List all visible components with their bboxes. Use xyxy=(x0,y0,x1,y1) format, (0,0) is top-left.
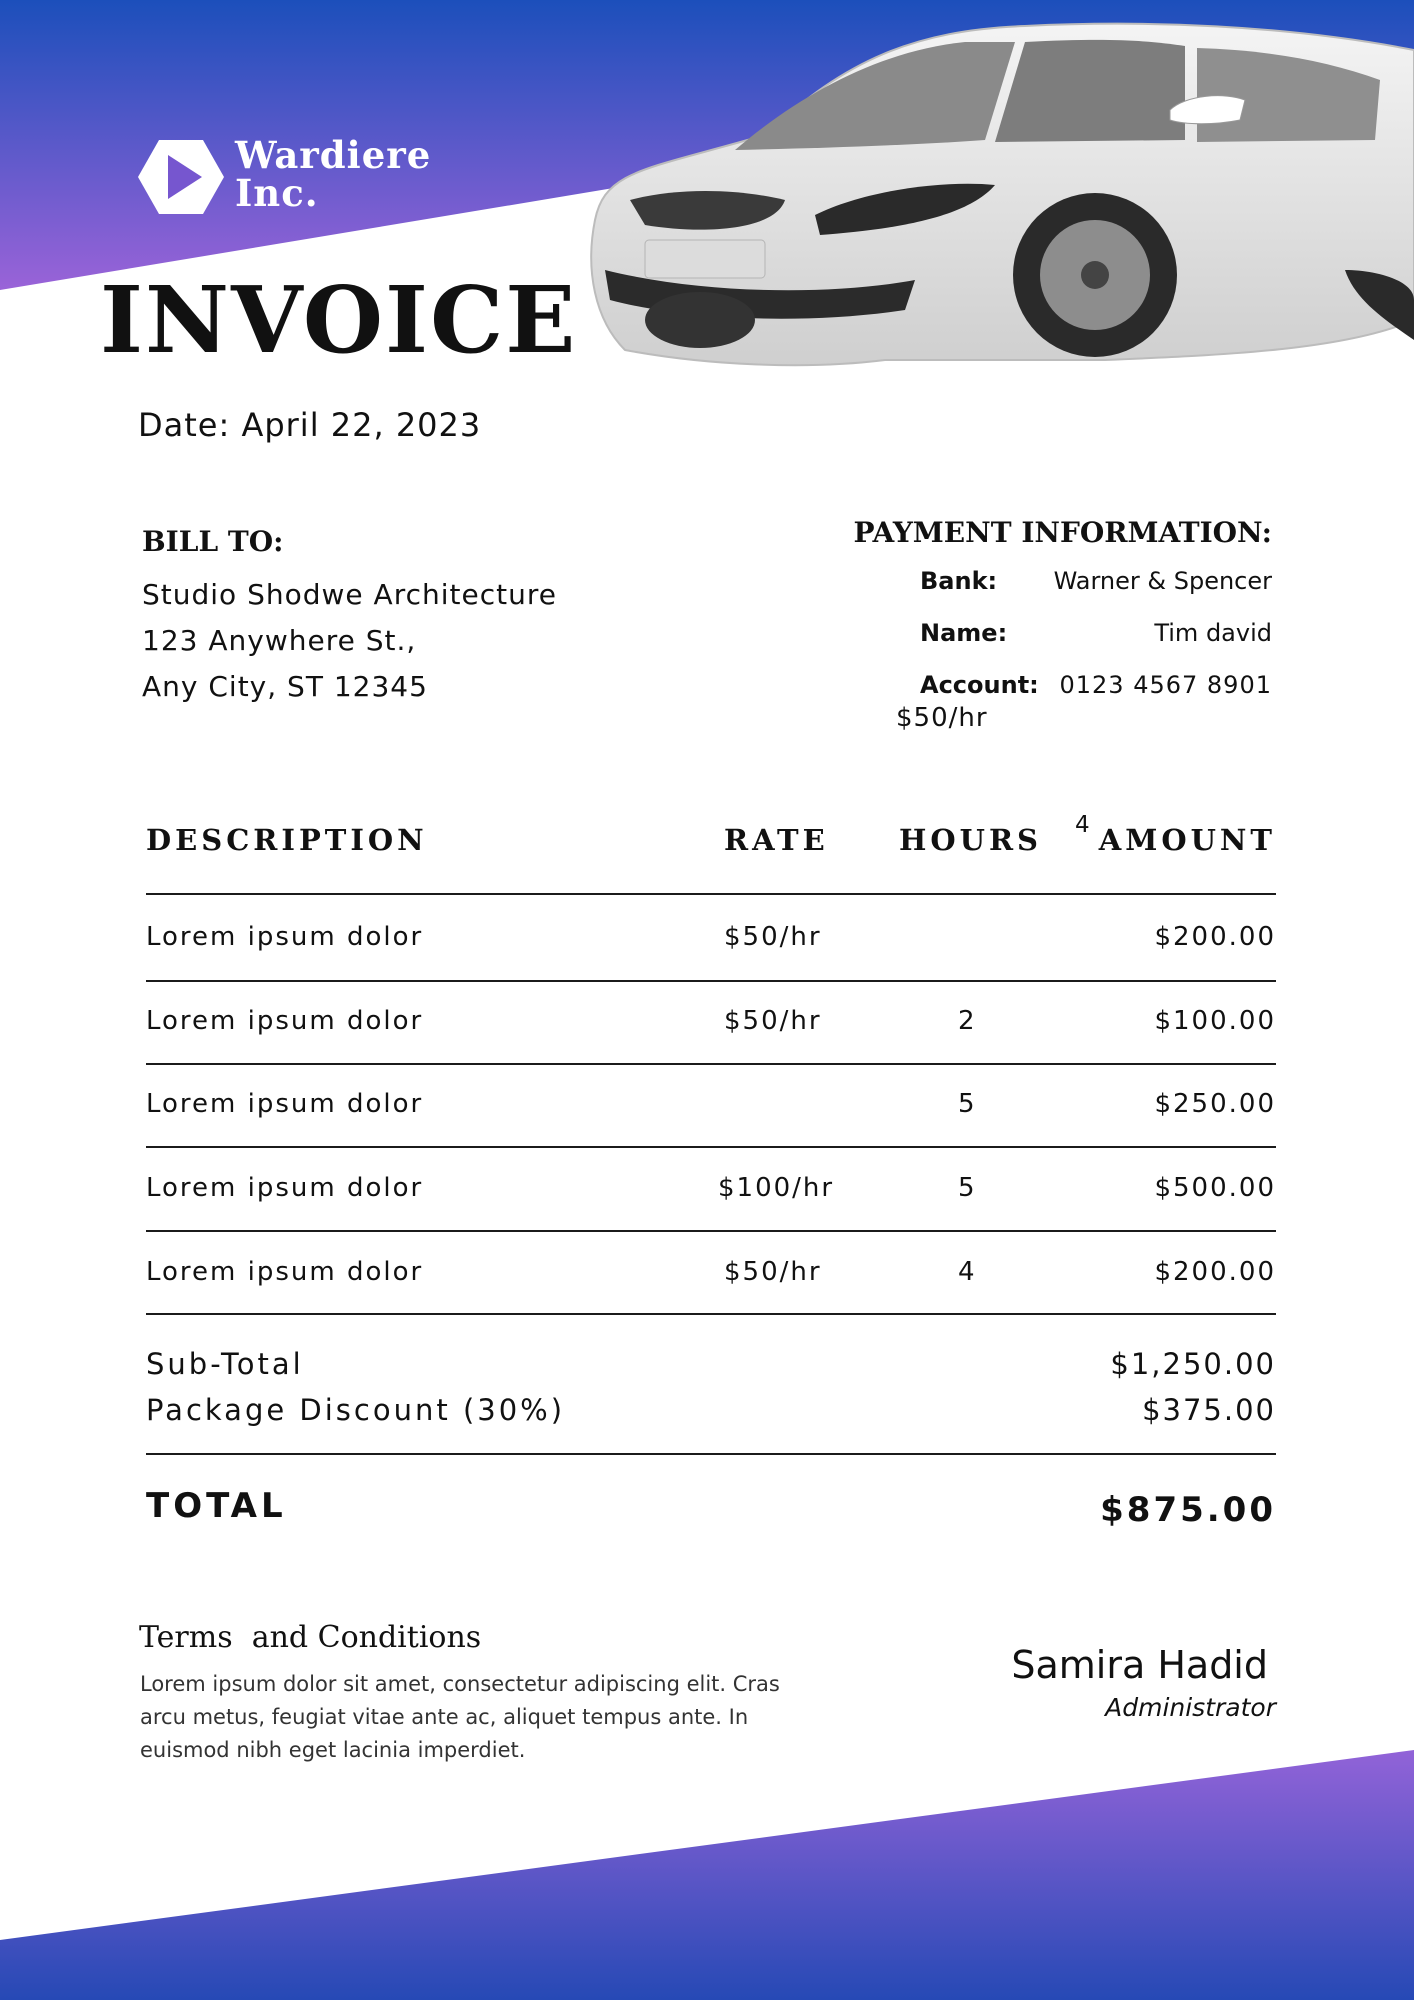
row-5-hours: 4 xyxy=(958,1257,977,1287)
payment-heading: PAYMENT INFORMATION: xyxy=(853,516,1272,549)
total-label: TOTAL xyxy=(146,1486,287,1526)
company-name xyxy=(235,133,432,215)
discount-label: Package Discount (30%) xyxy=(146,1393,566,1427)
terms-body xyxy=(140,1668,780,1767)
account-value: 0123 4567 8901 xyxy=(1059,671,1272,699)
row-4-amount: $500.00 xyxy=(1154,1173,1276,1203)
invoice-date: Date: April 22, 2023 xyxy=(138,406,482,444)
terms-line: arcu metus, feugiat vitae ante ac, aliquet tempus ante. In xyxy=(140,1705,749,1729)
col-header-description: DESCRIPTION xyxy=(146,823,428,857)
divider xyxy=(146,1146,1276,1148)
row-2-hours: 2 xyxy=(958,1006,977,1036)
row-2-description: Lorem ipsum dolor xyxy=(146,1006,424,1036)
bill-to-address xyxy=(142,572,557,710)
stray-rate-text: $50/hr xyxy=(896,703,988,733)
row-5-rate: $50/hr xyxy=(724,1257,822,1287)
name-label: Name: xyxy=(920,619,1008,647)
company-name-line1: Wardiere xyxy=(235,133,432,177)
hexagon-play-icon xyxy=(138,140,224,214)
car-image xyxy=(585,20,1414,455)
bottom-banner xyxy=(0,1750,1414,2000)
invoice-title: INVOICE xyxy=(100,266,578,374)
divider xyxy=(146,893,1276,895)
row-3-amount: $250.00 xyxy=(1154,1089,1276,1119)
col-header-hours: HOURS xyxy=(899,823,1042,857)
bill-to-line: 123 Anywhere St., xyxy=(142,624,417,657)
signature-name: Samira Hadid xyxy=(1011,1643,1268,1687)
bill-to-heading: BILL TO: xyxy=(142,525,284,558)
row-1-description: Lorem ipsum dolor xyxy=(146,922,424,952)
subtotal-value: $1,250.00 xyxy=(1110,1347,1276,1381)
bill-to-line: Any City, ST 12345 xyxy=(142,670,428,703)
total-value: $875.00 xyxy=(1100,1490,1276,1530)
terms-line: euismod nibh eget lacinia imperdiet. xyxy=(140,1738,526,1762)
company-logo xyxy=(138,140,224,218)
row-1-rate: $50/hr xyxy=(724,922,822,952)
col-header-rate: RATE xyxy=(724,823,829,857)
row-4-hours: 5 xyxy=(958,1173,977,1203)
row-2-rate: $50/hr xyxy=(724,1006,822,1036)
bank-label: Bank: xyxy=(920,567,998,595)
bank-value: Warner & Spencer xyxy=(1053,567,1272,595)
terms-line: Lorem ipsum dolor sit amet, consectetur adipiscing elit. Cras xyxy=(140,1672,780,1696)
stray-hours-text: 4 xyxy=(1075,812,1090,838)
terms-heading: Terms and Conditions xyxy=(139,1620,482,1655)
divider xyxy=(146,1230,1276,1232)
divider xyxy=(146,1453,1276,1455)
row-5-description: Lorem ipsum dolor xyxy=(146,1257,424,1287)
row-2-amount: $100.00 xyxy=(1154,1006,1276,1036)
row-3-description: Lorem ipsum dolor xyxy=(146,1089,424,1119)
company-name-line2: Inc. xyxy=(235,171,319,215)
account-label: Account: xyxy=(920,671,1039,699)
divider xyxy=(146,1313,1276,1315)
name-value: Tim david xyxy=(1154,619,1272,647)
subtotal-label: Sub-Total xyxy=(146,1347,304,1381)
divider xyxy=(146,980,1276,982)
discount-value: $375.00 xyxy=(1142,1393,1276,1427)
row-1-amount: $200.00 xyxy=(1154,922,1276,952)
bill-to-line: Studio Shodwe Architecture xyxy=(142,578,557,611)
divider xyxy=(146,1063,1276,1065)
signature-title: Administrator xyxy=(1105,1693,1276,1722)
row-3-hours: 5 xyxy=(958,1089,977,1119)
col-header-amount: AMOUNT xyxy=(1098,823,1276,857)
row-4-description: Lorem ipsum dolor xyxy=(146,1173,424,1203)
row-4-rate: $100/hr xyxy=(718,1173,835,1203)
row-5-amount: $200.00 xyxy=(1154,1257,1276,1287)
